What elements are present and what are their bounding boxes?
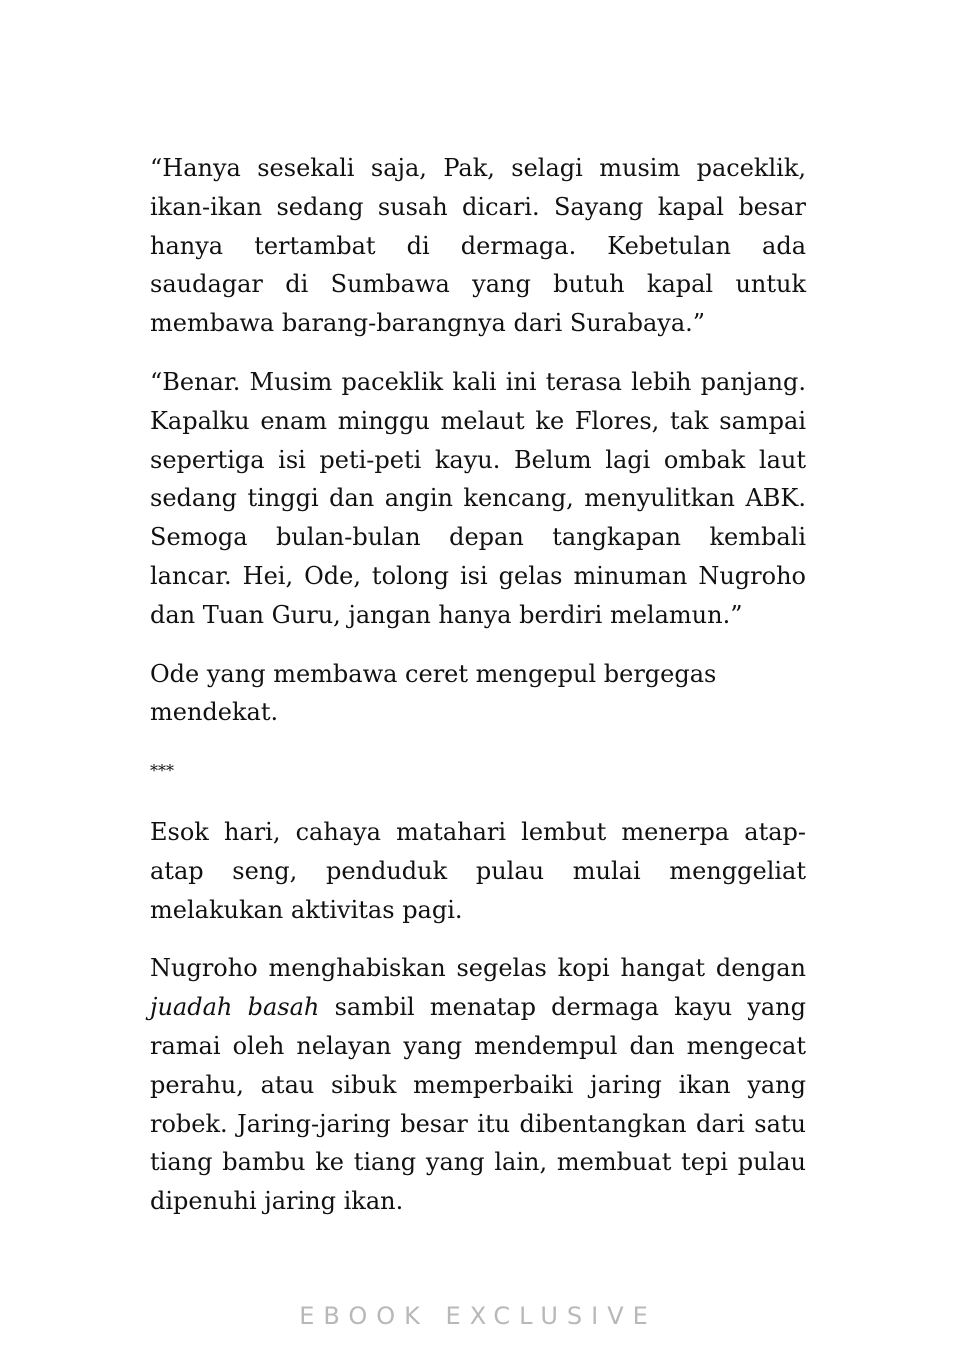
paragraph-3: Ode yang membawa ceret mengepul bergegas mendekat. [150,659,717,727]
paragraph-5-italic-term: juadah basah [150,993,320,1022]
page-body [150,149,806,1221]
paragraph-2: “Benar. Musim paceklik kali ini terasa lebih panjang. Kapalku enam minggu melaut ke Flores, tak sampai sepertiga isi peti-peti kayu. Belum lagi ombak laut sedang tinggi dan angin kencang, menyulitkan ABK. Semoga bulan-bulan depan tangkapan kembali lancar. Hei, Ode, tolong isi gelas minuman Nugroho dan Tuan Guru, jangan hanya berdiri melamun.” [150,367,806,629]
paragraph-5-start: Nugroho menghabiskan segelas kopi hangat dengan [150,954,806,983]
footer-watermark: EBOOK EXCLUSIVE [299,1302,657,1330]
paragraph-1: “Hanya sesekali saja, Pak, selagi musim paceklik, ikan-ikan sedang susah dicari. Sayang kapal besar hanya tertambat di dermaga. Kebetulan ada saudagar di Sumbawa yang butuh kapal untuk membawa barang-barangnya dari Surabaya.” [150,154,806,338]
paragraph-5-end: sambil menatap dermaga kayu yang ramai oleh nelayan yang mendempul dan mengecat perahu, atau sibuk memperbaiki jaring ikan yang robek. Jaring-jaring besar itu dibentangkan dari satu tiang bambu ke tiang yang lain, membuat tepi pulau dipenuhi jaring ikan. [150,993,806,1216]
paragraph-4: Esok hari, cahaya matahari lembut menerpa atap-atap seng, penduduk pulau mulai menggeliat melakukan aktivitas pagi. [150,817,806,924]
scene-separator: *** [150,761,174,781]
paragraph-5 [150,949,806,1221]
